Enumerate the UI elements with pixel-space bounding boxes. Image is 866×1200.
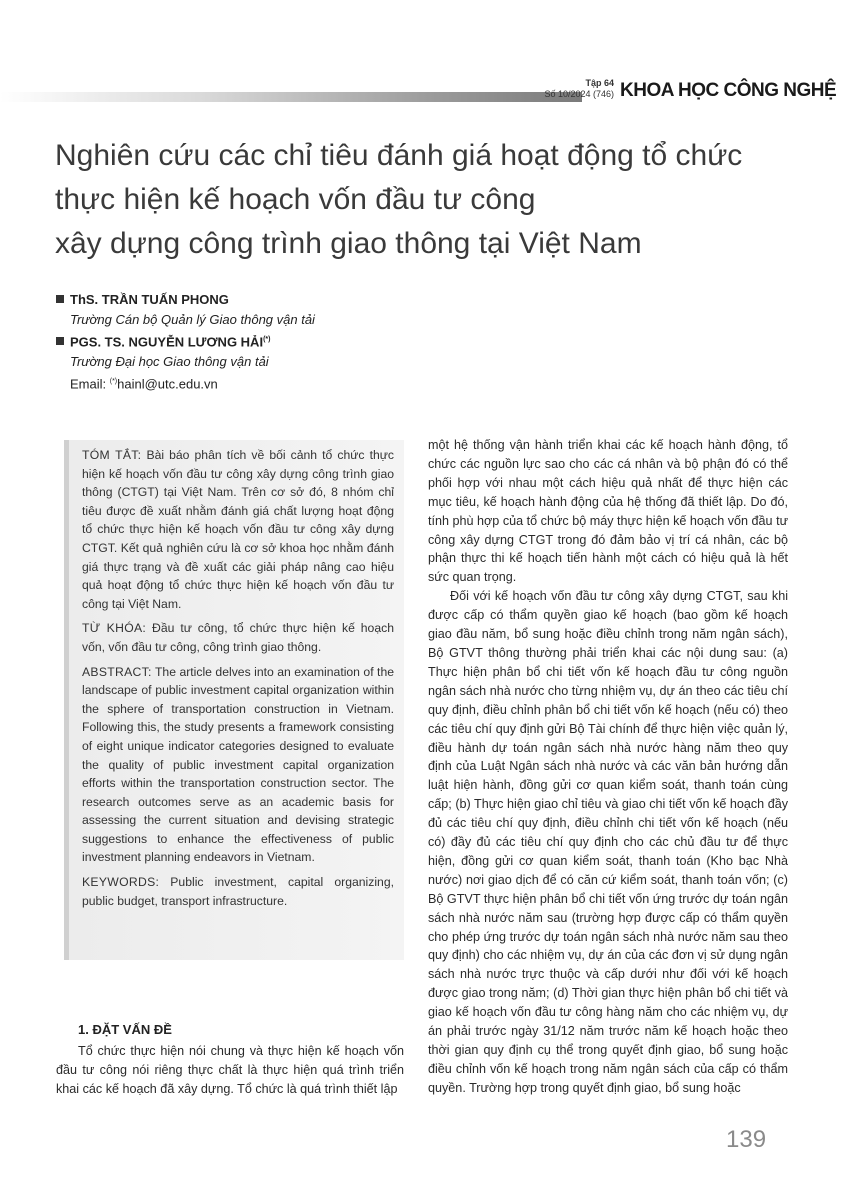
email-address[interactable]: hainl@utc.edu.vn [117, 376, 218, 392]
author-2-mark: (*) [263, 336, 271, 343]
bullet-square-icon [56, 295, 64, 303]
author-1-affiliation: Trường Cán bộ Quản lý Giao thông vận tải [70, 312, 315, 327]
journal-section-title: KHOA HỌC CÔNG NGHỆ [620, 80, 837, 101]
section-1-paragraph: Tổ chức thực hiện nói chung và thực hiện kế hoạch vốn đầu tư công nói riêng thực chất là thực hiện quá trình triển khai các kế hoạch đã xây dựng. Tổ chức là quá trình thiết lập [56, 1044, 404, 1096]
right-column-body [428, 436, 788, 1098]
abstract-paragraph [82, 663, 394, 868]
section-1-heading: 1. ĐẶT VẤN ĐỀ [78, 1022, 172, 1037]
tukhoa-label: TỪ KHÓA: [82, 621, 147, 636]
header-gradient-bar [0, 92, 582, 102]
author-2-affiliation: Trường Đại học Giao thông vận tải [70, 354, 269, 370]
email-line [56, 372, 315, 394]
title-line-2: thực hiện kế hoạch vốn đầu tư công [55, 183, 536, 216]
abstract-box [82, 446, 394, 916]
issue-info [528, 78, 614, 100]
abstract-text: The article delves into an examination of the landscape of public investment capital organization within the sphere of transportation construction in Vietnam. Following this, the study presents a framework consisting of eight unique indicator categories designed to evaluate the quality of public investment capital organization efforts within the transportation construction sector. The research outcomes serve as an academic basis for assessing the current situation and devising strategic suggestions to enhance the effectiveness of public investment planning endeavors in Vietnam. [82, 664, 394, 865]
author-block [56, 290, 315, 395]
author-1 [56, 290, 315, 310]
keywords-paragraph [82, 873, 394, 910]
volume-label: Tập 64 [585, 78, 614, 88]
title-line-1: Nghiên cứu các chỉ tiêu đánh giá hoạt động tổ chức [55, 139, 743, 172]
author-2 [56, 330, 315, 352]
tomtat-text: Bài báo phân tích về bối cảnh tổ chức thực hiện kế hoạch vốn đầu tư công xây dựng công trình giao thông (CTGT) tại Việt Nam. Trên cơ sở đó, 8 nhóm chỉ tiêu được đề xuất nhằm đánh giá chất lượng hoạt động tổ chức thực hiện kế hoạch vốn đầu tư công xây dựng CTGT. Kết quả nghiên cứu là cơ sở khoa học nhằm đánh giá thực trạng và đề xuất các giải pháp nâng cao hiệu quả hoạt động tổ chức thực hiện kế hoạch vốn đầu tư công tại Việt Nam. [82, 448, 394, 611]
abstract-label: ABSTRACT: [82, 664, 152, 679]
tukhoa-paragraph [82, 619, 394, 656]
tomtat-paragraph [82, 446, 394, 613]
author-2-name: PGS. TS. NGUYỄN LƯƠNG HẢI [70, 334, 264, 350]
right-paragraph-2: Đối với kế hoạch vốn đầu tư công xây dựng CTGT, sau khi được cấp có thẩm quyền giao kế hoạch (bao gồm kế hoạch giao đầu năm, bổ sung hoặc điều chỉnh trong năm ngân sách), Bộ GTVT thông thường phải triển khai các nội dung sau: (a) Thực hiện phân bổ chi tiết vốn kế hoạch đầu tư công nguồn ngân sách nhà nước cho từng nhiệm vụ, dự án theo các tiêu chí quy định, điều chỉnh phân bổ chi tiết vốn kế hoạch (nếu có) theo các tiêu chí quy định gửi Bộ Tài chính để thực hiện việc quản lý, điều hành dự toán ngân sách nhà nước hàng năm theo quy định của Luật Ngân sách nhà nước và các văn bản hướng dẫn luật hiện hành, đồng gửi cơ quan kiểm soát, thanh toán cùng cấp; (b) Thực hiện giao chỉ tiêu và giao chi tiết vốn kế hoạch đầy đủ các tiêu chí quy định, điều chỉnh chi tiết vốn kế hoạch (nếu có) đầy đủ các tiêu chí quy định cho các chủ đầu tư để thực hiện, đồng gửi cơ quan kiểm soát, thanh toán (Kho bạc Nhà nước) nơi giao dịch để có căn cứ kiểm soát, thanh toán vốn; (c) Bộ GTVT thực hiện phân bổ chi tiết vốn ứng trước dự toán ngân sách nhà nước năm sau (trường hợp được cấp có thẩm quyền cho phép ứng trước dự toán ngân sách nhà nước năm sau theo quy định) cho các nhiệm vụ, dự án của các đơn vị sử dụng ngân sách nhà nước trực thuộc và cấp dưới như đối với kế hoạch được giao trong năm; (d) Thời gian thực hiện phân bổ chi tiết và giao kế hoạch vốn đầu tư công hàng năm cho các nhiệm vụ, dự án phải trước ngày 31/12 năm trước năm kế hoạch hoặc theo thời gian quy định cụ thể trong quyết định giao, bổ sung hoặc điều chỉnh vốn kế hoạch trong năm ngân sách của cấp có thẩm quyền. Trường hợp trong quyết định giao, bổ sung hoặc [428, 589, 788, 1095]
title-line-3: xây dựng công trình giao thông tại Việt Nam [55, 227, 642, 260]
email-label: Email: [70, 376, 110, 392]
page-number: 139 [726, 1126, 767, 1153]
article-title [55, 134, 815, 266]
email-mark: (*) [109, 378, 118, 386]
keywords-label: KEYWORDS: [82, 875, 160, 890]
right-paragraph-1: một hệ thống vận hành triển khai các kế hoạch hành động, tổ chức các nguồn lực sao cho các cá nhân và bộ phận đó có thể phối hợp với nhau một cách hiệu quả nhất để thực hiện các mục tiêu, kế hoạch hành động của hệ thống đã thiết lập. Do đó, tính phù hợp của tổ chức bộ máy thực hiện kế hoạch vốn đầu tư công xây dựng CTGT trong đó đảm bảo vị trí cá nhân, các bộ phận thực thi kế hoạch tiến hành một cách có hiệu quả là hết sức quan trọng. [428, 438, 788, 585]
author-1-name: ThS. TRẦN TUẤN PHONG [70, 292, 229, 307]
tukhoa-text: Đầu tư công, tổ chức thực hiện kế hoạch vốn, vốn đầu tư công, công trình giao thông. [82, 621, 394, 654]
bullet-square-icon [56, 337, 64, 345]
keywords-text: Public investment, capital organizing, public budget, transport infrastructure. [82, 875, 394, 908]
tomtat-label: TÓM TẮT: [82, 448, 142, 462]
issue-label: Số 10/2024 (746) [544, 89, 614, 99]
